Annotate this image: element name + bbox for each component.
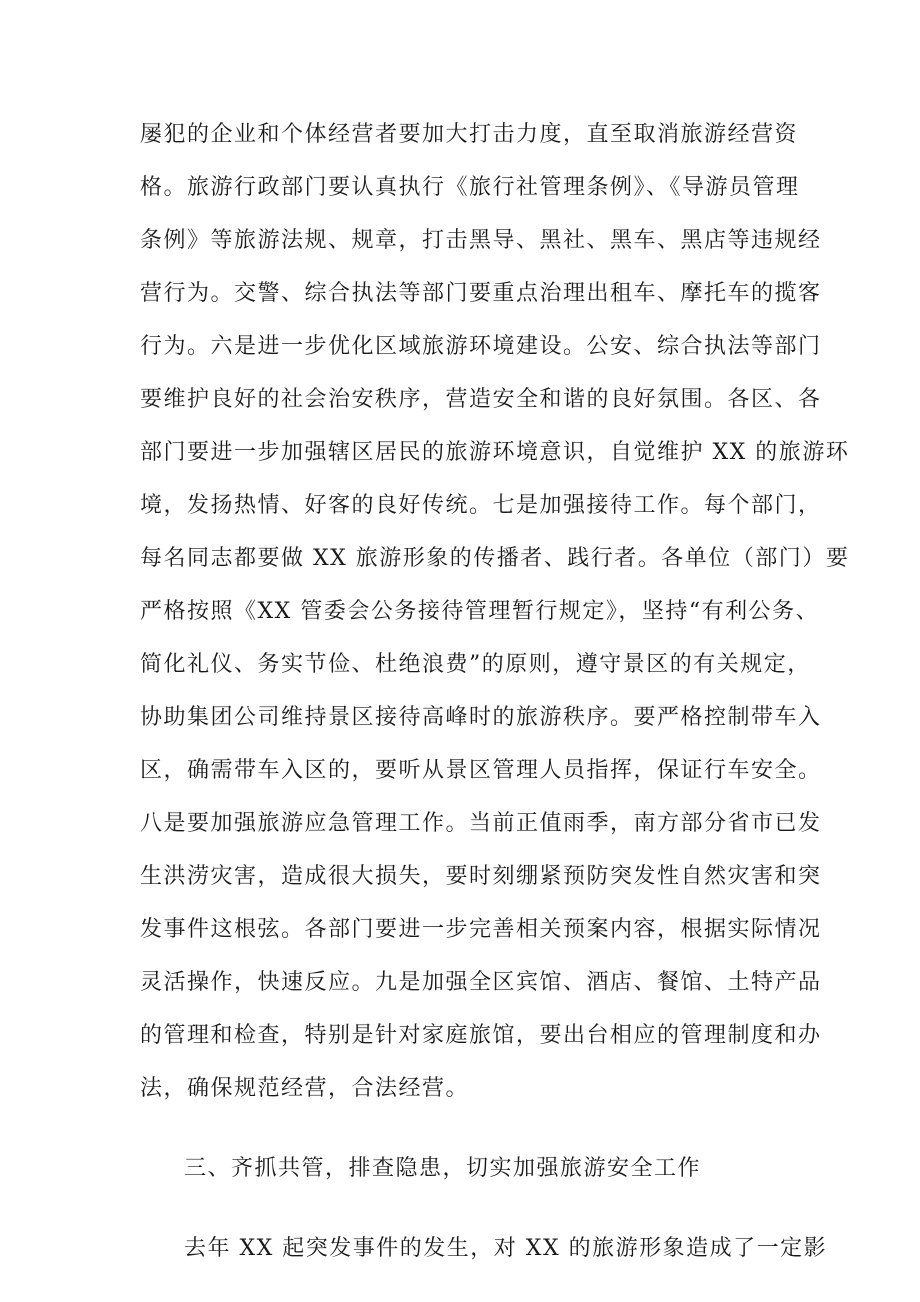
body-line-7: 部门要进一步加强辖区居民的旅游环境意识，自觉维护 XX 的旅游环 [140, 440, 850, 465]
body-line-8: 境，发扬热情、好客的良好传统。七是加强接待工作。每个部门， [140, 493, 822, 518]
section-heading: 三、齐抓共管，排查隐患，切实加强旅游安全工作 [184, 1156, 702, 1181]
body-line-12: 协助集团公司维持景区接待高峰时的旅游秩序。要严格控制带车入 [140, 705, 822, 730]
body-line-15: 生洪涝灾害，造成很大损失，要时刻绷紧预防突发性自然灾害和突 [140, 864, 822, 889]
body-line-4: 营行为。交警、综合执法等部门要重点治理出租车、摩托车的揽客 [140, 281, 822, 306]
body-line-14: 八是要加强旅游应急管理工作。当前正值雨季，南方部分省市已发 [140, 811, 822, 836]
body-line-18: 的管理和检查，特别是针对家庭旅馆，要出台相应的管理制度和办 [140, 1023, 822, 1048]
body-line-3: 条例》等旅游法规、规章，打击黑导、黑社、黑车、黑店等违规经 [140, 228, 822, 253]
body-line-9: 每名同志都要做 XX 旅游形象的传播者、践行者。各单位（部门）要 [140, 546, 850, 571]
body-line-5: 行为。六是进一步优化区域旅游环境建设。公安、综合执法等部门 [140, 334, 822, 359]
body-line-10: 严格按照《XX 管委会公务接待管理暂行规定》，坚持“有利公务、 [140, 599, 820, 624]
body-line-16: 发事件这根弦。各部门要进一步完善相关预案内容，根据实际情况 [140, 917, 822, 942]
body-line-19: 法，确保规范经营，合法经营。 [140, 1076, 470, 1101]
body-line-11: 简化礼仪、务实节俭、杜绝浪费”的原则，遵守景区的有关规定， [140, 652, 811, 677]
body-line-13: 区，确需带车入区的，要听从景区管理人员指挥，保证行车安全。 [140, 758, 822, 783]
body-line-1: 屡犯的企业和个体经营者要加大打击力度，直至取消旅游经营资 [140, 122, 799, 147]
next-paragraph-first-line: 去年 XX 起突发事件的发生，对 XX 的旅游形象造成了一定影 [184, 1236, 828, 1261]
body-line-2: 格。旅游行政部门要认真执行《旅行社管理条例》、《导游员管理 [140, 175, 800, 200]
body-line-17: 灵活操作，快速反应。九是加强全区宾馆、酒店、餐馆、土特产品 [140, 970, 822, 995]
body-line-6: 要维护良好的社会治安秩序，营造安全和谐的良好氛围。各区、各 [140, 387, 822, 412]
